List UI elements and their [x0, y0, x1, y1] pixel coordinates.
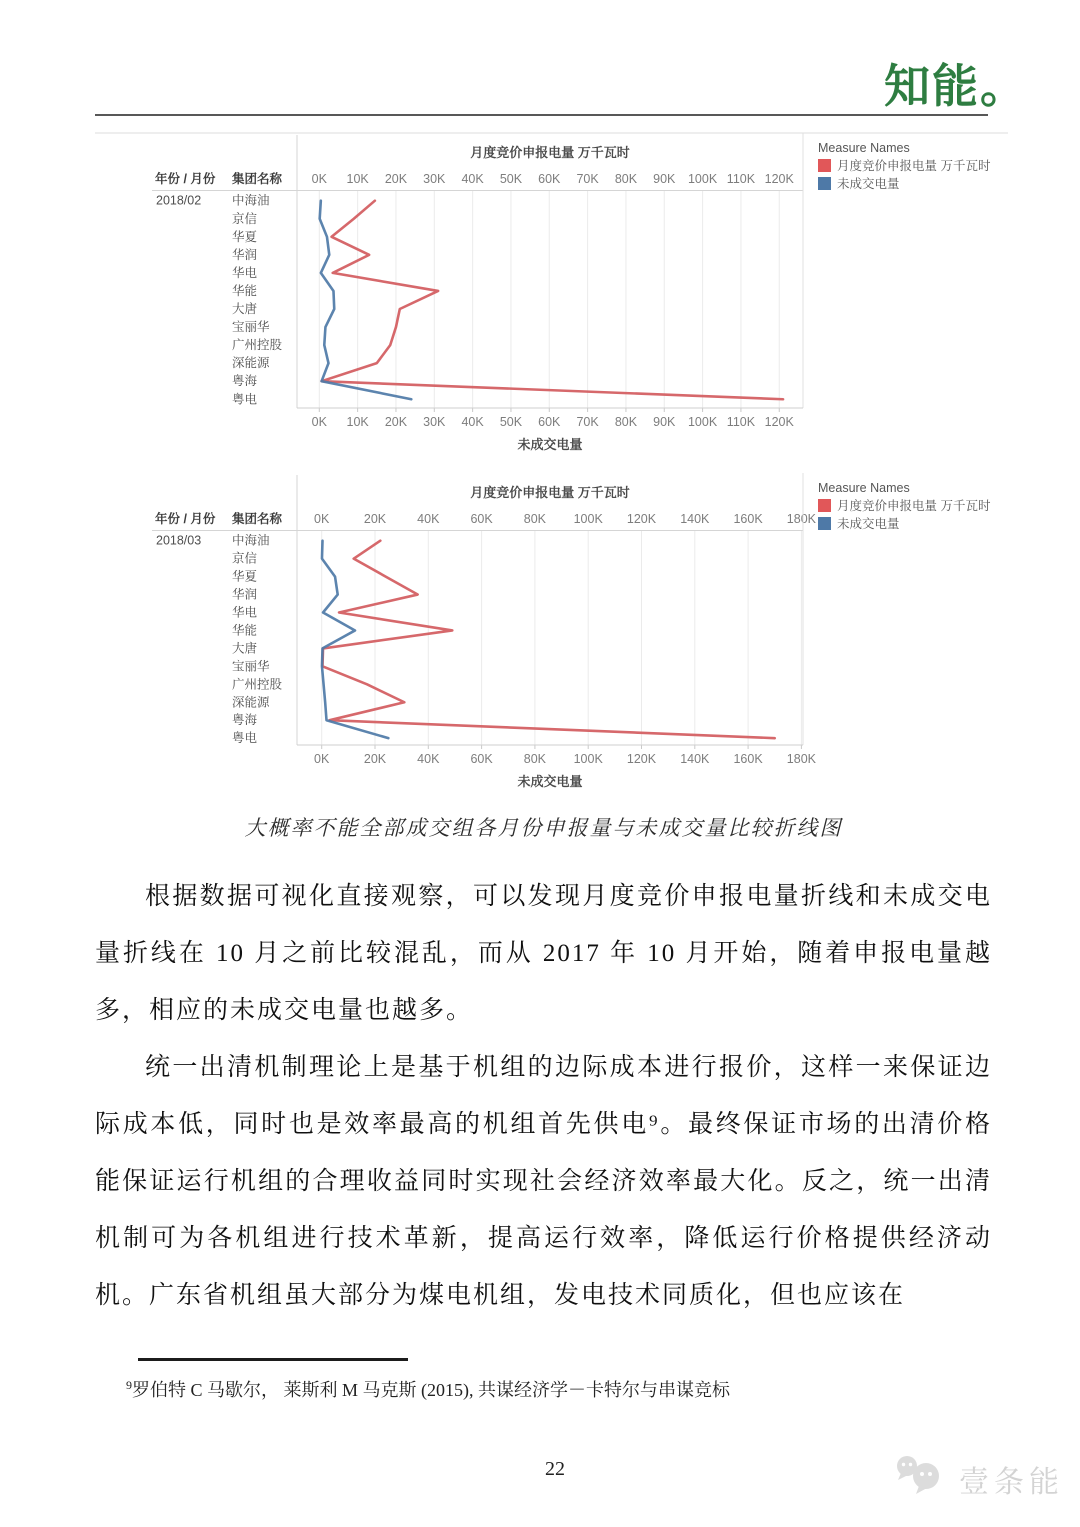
x-tick-label-bottom: 180K [786, 752, 817, 766]
x-tick-label-bottom: 0K [314, 752, 330, 766]
figure-caption: 大概率不能全部成交组各月份申报量与未成交量比较折线图 [244, 816, 843, 840]
legend-label: 月度竞价申报电量 万千瓦时 [837, 499, 991, 513]
x-tick-label-top: 0K [311, 172, 327, 186]
row-label: 京信 [232, 551, 258, 566]
x-tick-label-bottom: 140K [680, 752, 710, 766]
x-tick-label-bottom: 100K [687, 415, 718, 429]
footnote-marker: 9 [126, 1378, 132, 1392]
x-tick-label-top: 100K [687, 172, 718, 186]
row-label: 宝丽华 [232, 320, 270, 335]
bottom-axis-title: 未成交电量 [517, 774, 583, 789]
row-label: 华润 [232, 587, 258, 602]
row-label: 大唐 [232, 641, 258, 656]
x-tick-label-bottom: 50K [499, 415, 523, 429]
x-tick-label-bottom: 60K [470, 752, 493, 766]
row-label: 广州控股 [232, 677, 283, 692]
x-tick-label-bottom: 40K [417, 752, 440, 766]
row-label: 华夏 [232, 569, 258, 584]
x-tick-label-bottom: 30K [423, 415, 446, 429]
x-tick-label-bottom: 20K [363, 752, 387, 766]
legend-swatch [818, 499, 831, 512]
x-tick-label-top: 30K [423, 172, 446, 186]
x-tick-label-top: 70K [576, 172, 599, 186]
page-number: 22 [545, 1458, 565, 1480]
x-tick-label-top: 50K [499, 172, 523, 186]
body-paragraph-2: 统一出清机制理论上是基于机组的边际成本进行报价，这样一来保证边际成本低，同时也是效率最高的机组首先供电⁹。最终保证市场的出清价格能保证运行机组的合理收益同时实现社会经济效率最大化。反之，统一出清机制可为各机组进行技术革新，提高运行效率，降低运行价格提供经济动机。广东省机组虽大部分为煤电机组，发电技术同质化，但也应该在 [95, 1054, 992, 1309]
row-label: 粤电 [232, 392, 258, 407]
x-tick-label-top: 120K [626, 512, 657, 526]
row-label: 深能源 [232, 356, 270, 371]
x-tick-label-top: 40K [417, 512, 440, 526]
x-tick-label-bottom: 110K [726, 415, 756, 429]
row-label: 华电 [232, 265, 258, 280]
x-tick-label-bottom: 100K [573, 752, 603, 766]
wechat-chat-bubbles-icon [893, 1452, 949, 1506]
x-tick-label-top: 10K [346, 172, 369, 186]
x-tick-label-bottom: 90K [653, 415, 676, 429]
x-tick-label-bottom: 80K [614, 415, 638, 429]
x-tick-label-top: 40K [461, 172, 484, 186]
row-label: 华润 [232, 247, 258, 262]
x-tick-label-top: 180K [786, 512, 817, 526]
series-line-declared-volume [322, 541, 774, 738]
body-paragraph-1: 根据数据可视化直接观察，可以发现月度竞价申报电量折线和未成交电量折线在 10 月之前比较混乱，而从 2017 年 10 月开始，随着申报电量越多，相应的未成交电量也越多。 [95, 883, 992, 1024]
x-tick-label-bottom: 20K [384, 415, 408, 429]
row-label: 大唐 [232, 302, 258, 316]
row-label: 粤电 [232, 731, 258, 746]
row-label: 华电 [232, 605, 258, 620]
watermark-text: 壹条能 [959, 1466, 1064, 1499]
col-header-period: 年份 / 月份 [155, 172, 216, 186]
row-label: 粤海 [232, 713, 258, 728]
series-line-untraded-volume [320, 201, 412, 400]
row-label: 华能 [232, 283, 258, 298]
legend-swatch [818, 159, 831, 172]
x-tick-label-top: 80K [614, 172, 638, 186]
x-tick-label-top: 140K [680, 512, 710, 526]
col-header-group: 集团名称 [232, 512, 283, 526]
x-tick-label-top: 100K [573, 512, 603, 526]
x-tick-label-bottom: 160K [733, 752, 763, 766]
x-tick-label-top: 120K [764, 172, 794, 186]
footnote-separator [138, 1358, 408, 1361]
chart-title: 月度竞价申报电量 万千瓦时 [470, 485, 630, 500]
period-label: 2018/03 [156, 533, 202, 548]
legend-label: 月度竞价申报电量 万千瓦时 [837, 159, 991, 173]
row-label: 中海油 [232, 533, 270, 548]
row-label: 粤海 [232, 374, 258, 389]
x-tick-label-top: 160K [733, 512, 763, 526]
x-tick-label-bottom: 70K [576, 415, 599, 429]
x-tick-label-top: 80K [523, 512, 547, 526]
x-tick-label-top: 20K [384, 172, 408, 186]
x-tick-label-bottom: 10K [346, 415, 369, 429]
legend-title: Measure Names [818, 141, 910, 155]
row-label: 京信 [232, 211, 258, 226]
footnote-text: 罗伯特 C 马歇尔， 莱斯利 M 马克斯 (2015), 共谋经济学－卡特尔与串谋竞标 [132, 1380, 730, 1400]
row-label: 中海油 [232, 193, 270, 208]
x-tick-label-top: 90K [653, 172, 676, 186]
row-label: 华能 [232, 623, 258, 638]
x-tick-label-bottom: 120K [764, 415, 794, 429]
x-tick-label-bottom: 0K [311, 415, 327, 429]
series-line-declared-volume [322, 201, 783, 400]
x-tick-label-bottom: 80K [523, 752, 547, 766]
x-tick-label-top: 20K [363, 512, 387, 526]
row-label: 宝丽华 [232, 659, 270, 674]
bottom-axis-title: 未成交电量 [517, 437, 583, 452]
brand-logo: 知能。 [884, 60, 1028, 112]
legend-label: 未成交电量 [837, 177, 900, 191]
chart-title: 月度竞价申报电量 万千瓦时 [470, 145, 630, 160]
x-tick-label-top: 110K [726, 172, 756, 186]
x-tick-label-bottom: 40K [461, 415, 484, 429]
legend-label: 未成交电量 [837, 517, 900, 531]
footnote [126, 1372, 906, 1403]
col-header-group: 集团名称 [232, 172, 283, 186]
row-label: 深能源 [232, 695, 270, 710]
watermark [893, 1452, 1064, 1506]
legend-swatch [818, 177, 831, 190]
x-tick-label-bottom: 120K [626, 752, 657, 766]
row-label: 华夏 [232, 229, 258, 244]
x-tick-label-top: 60K [470, 512, 493, 526]
legend-title: Measure Names [818, 481, 910, 495]
row-label: 广州控股 [232, 338, 283, 353]
col-header-period: 年份 / 月份 [155, 512, 216, 526]
x-tick-label-bottom: 60K [538, 415, 561, 429]
x-tick-label-top: 60K [538, 172, 561, 186]
period-label: 2018/02 [156, 193, 202, 208]
legend-swatch [818, 517, 831, 530]
x-tick-label-top: 0K [314, 512, 330, 526]
